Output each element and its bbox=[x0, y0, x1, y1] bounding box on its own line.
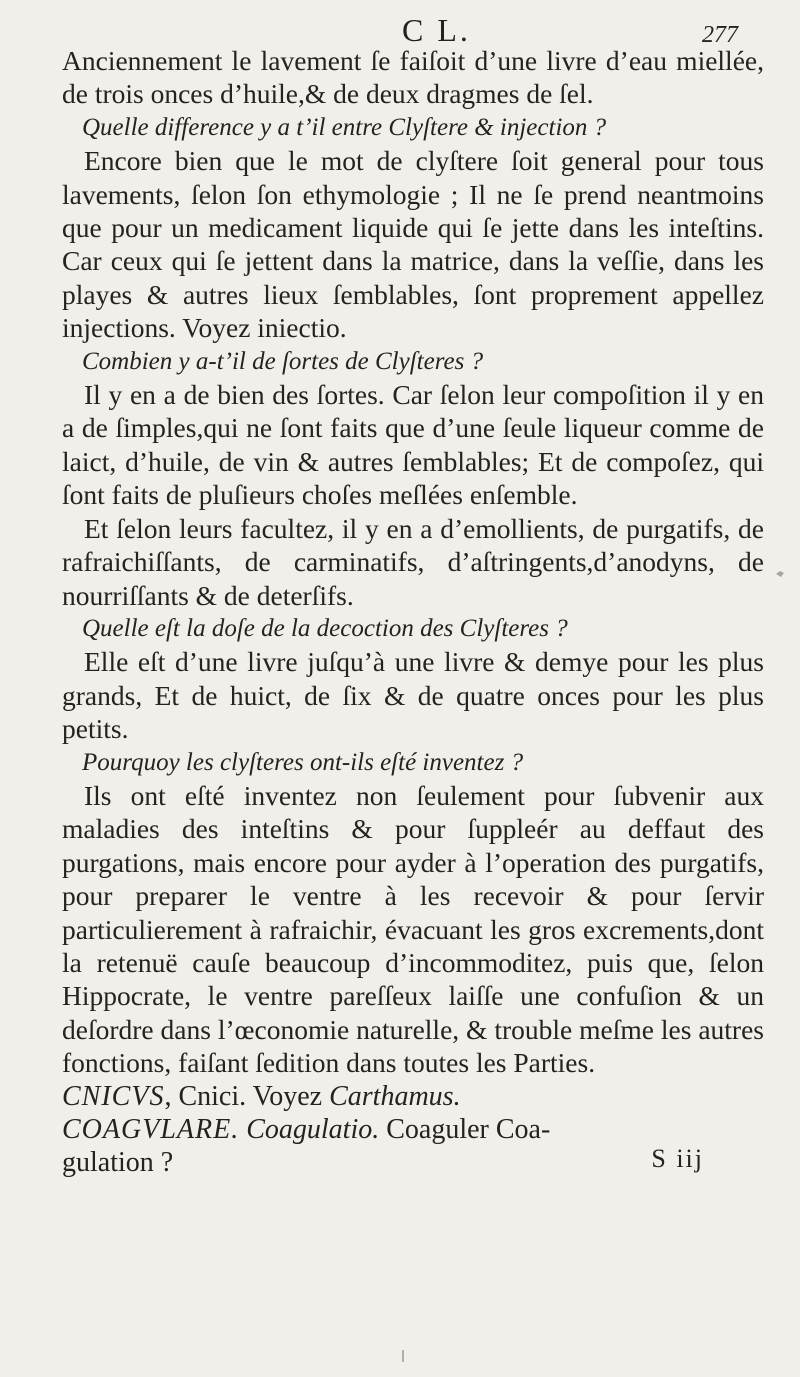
question-heading: Combien y a-t’il de ſortes de Clyſteres ? bbox=[82, 347, 484, 375]
body-text bbox=[62, 44, 764, 1180]
paragraph: Encore bien que le mot de clyſtere ſoit general pour tous lavements, ſelon ſon ethymologie ; Il ne ſe prend neantmoins que pour un medicament liquide qui ſe jette dans les inteſtins. Car ceux qui ſe jettent dans la matrice, dans la veſſie, dans les playes & autres lieux ſemblables, ſont proprement appellez injections. Voyez iniectio. bbox=[62, 145, 764, 344]
paragraph: Elle eſt d’une livre juſqu’à une livre & demye pour les plus grands, Et de huict, de ſix & de quatre onces pour les plus petits. bbox=[62, 646, 764, 745]
margin-mark bbox=[402, 1350, 404, 1362]
paragraph: Anciennement le lavement ſe faiſoit d’une livre d’eau miellée, de trois onces d’huile,& de deux dragmes de ſel. bbox=[62, 45, 764, 110]
entry-latin: Coagulatio. bbox=[246, 1114, 380, 1145]
question-heading: Quelle eſt la doſe de la decoction des Clyſteres ? bbox=[82, 614, 568, 642]
entry-reference: Carthamus. bbox=[329, 1080, 461, 1112]
entry-headword: CNICVS bbox=[62, 1080, 165, 1112]
entry-text: Coaguler Coa- bbox=[386, 1114, 551, 1145]
ink-blot-icon bbox=[775, 570, 785, 578]
catchword: gulation ? bbox=[62, 1147, 174, 1179]
paragraph: Il y en a de bien des ſortes. Car ſelon leur compoſition il y en a de ſimples,qui ne ſont faits que d’une ſeule liqueur comme de laict, d’huile, de vin & autres ſemblables; Et de compoſez, qui ſont faits de pluſieurs choſes meſlées enſemble. bbox=[62, 379, 764, 511]
entry-headword: COAGVLARE. bbox=[62, 1114, 240, 1145]
running-head bbox=[62, 10, 764, 50]
dictionary-entry-cnicus bbox=[62, 1080, 764, 1113]
paragraph: Et ſelon leurs facultez, il y en a d’emollients, de purgatifs, de rafraichiſſants, de carminatifs, d’aſtringents,d’anodyns, de nourriſſants & de deterſifs. bbox=[62, 512, 764, 611]
signature-mark: S iij bbox=[651, 1144, 704, 1174]
entry-text: , Cnici. Voyez bbox=[164, 1080, 323, 1112]
page-footer bbox=[62, 1146, 764, 1180]
dictionary-entry-coagulare bbox=[62, 1113, 764, 1146]
question-heading: Quelle difference y a t’il entre Clyſtere & injection ? bbox=[82, 113, 607, 141]
paragraph: Ils ont eſté inventez non ſeulement pour ſubvenir aux maladies des inteſtins & pour ſuppleér au deffaut des purgations, mais encore pour ayder à l’operation des purgatifs, pour preparer le ventre à les recevoir & pour ſervir particulierement à rafraichir, évacuant les gros excrements,dont la retenuë cauſe beaucoup d’incommoditez, puis que, ſelon Hippocrate, le ventre pareſſeux laiſſe une confuſion & un deſordre dans l’œconomie naturelle, & trouble meſme les autres fonctions, faiſant ſedition dans toutes les Parties. bbox=[62, 779, 764, 1079]
page-number: 277 bbox=[702, 22, 738, 48]
running-title: C L. bbox=[402, 12, 471, 48]
question-heading: Pourquoy les clyſteres ont-ils eſté inventez ? bbox=[82, 748, 524, 776]
